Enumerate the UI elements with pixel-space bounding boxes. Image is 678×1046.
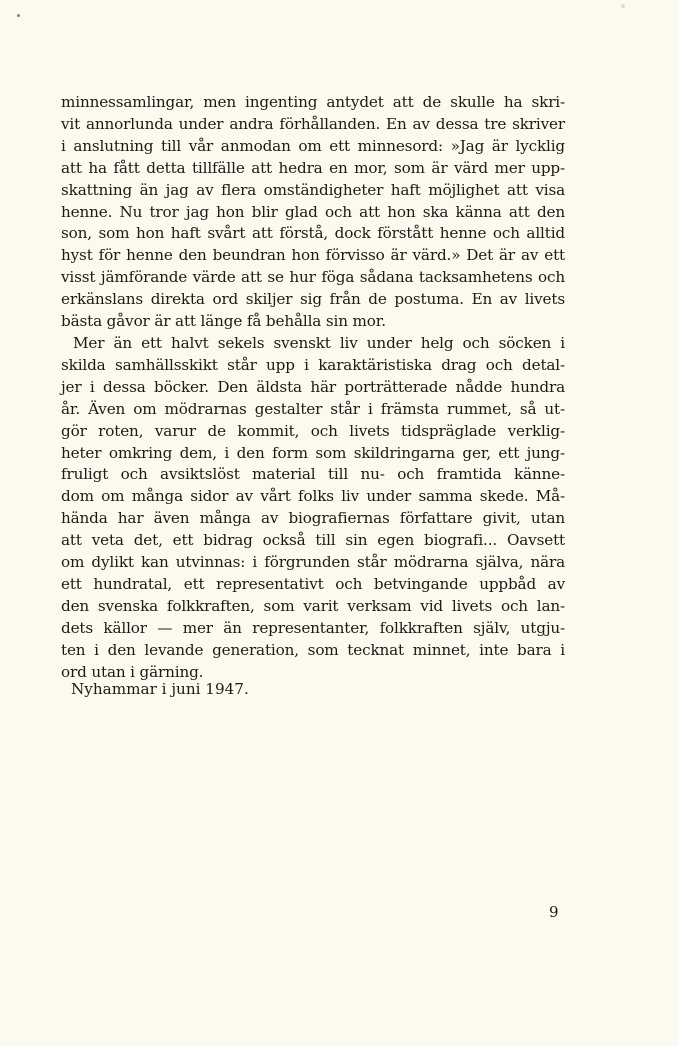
text-line: i anslutning till vår anmodan om ett minnesord: »Jag är lycklig [61, 136, 565, 155]
text-line: ord utan i gärning. [61, 662, 204, 681]
text-line: den svenska folkkraften, som varit verksam vid livets och lan- [61, 596, 565, 615]
text-line: fruligt och avsiktslöst material till nu- och framtida känne- [61, 465, 565, 484]
text-line: år. Även om mödrarnas gestalter står i främsta rummet, så ut- [61, 399, 565, 418]
text-line: dom om många sidor av vårt folks liv under samma skede. Må- [61, 487, 565, 506]
text-line: visst jämförande värde att se hur föga sådana tacksamhetens och [61, 268, 565, 287]
text-line: erkänslans direkta ord skiljer sig från de postuma. En av livets [61, 290, 565, 309]
text-line: skilda samhällsskikt står upp i karaktäristiska drag och detal- [61, 355, 565, 374]
text-line: vit annorlunda under andra förhållanden. En av dessa tre skriver [61, 114, 565, 133]
text-line: om dylikt kan utvinnas: i förgrunden står mödrarna själva, nära [61, 553, 565, 572]
text-line: att veta det, ett bidrag också till sin egen biografi... Oavsett [61, 531, 565, 550]
paragraph-2 [61, 333, 565, 684]
text-line: Mer än ett halvt sekels svenskt liv under helg och söcken i [73, 333, 565, 352]
paper-speck [621, 4, 625, 8]
paragraph-1 [61, 92, 565, 333]
text-line: gör roten, varur de kommit, och livets tidspräglade verklig- [61, 421, 565, 440]
text-line: jer i dessa böcker. Den äldsta här porträtterade nådde hundra [61, 377, 565, 396]
body-text [61, 92, 565, 683]
paper-speck [17, 14, 20, 17]
place-date-signature: Nyhammar i juni 1947. [71, 680, 249, 698]
text-line: bästa gåvor är att länge få behålla sin mor. [61, 312, 386, 331]
text-line: skattning än jag av flera omständigheter haft möjlighet att visa [61, 180, 565, 199]
text-line: ett hundratal, ett representativt och betvingande uppbåd av [61, 574, 565, 593]
text-line: heter omkring dem, i den form som skildringarna ger, ett jung- [61, 443, 565, 462]
text-line: ten i den levande generation, som tecknat minnet, inte bara i [61, 640, 565, 659]
text-line: minnessamlingar, men ingenting antydet att de skulle ha skri- [61, 93, 565, 111]
text-line: hända har även många av biografiernas författare givit, utan [61, 509, 565, 528]
text-line: dets källor — mer än representanter, folkkraften själv, utgju- [61, 618, 565, 637]
text-line: hyst för henne den beundran hon förvisso är värd.» Det är av ett [61, 246, 565, 265]
text-line: son, som hon haft svårt att förstå, dock förstått henne och alltid [61, 224, 565, 243]
text-line: henne. Nu tror jag hon blir glad och att hon ska känna att den [61, 202, 565, 221]
page-number: 9 [549, 903, 559, 921]
text-line: att ha fått detta tillfälle att hedra en mor, som är värd mer upp- [61, 158, 565, 177]
